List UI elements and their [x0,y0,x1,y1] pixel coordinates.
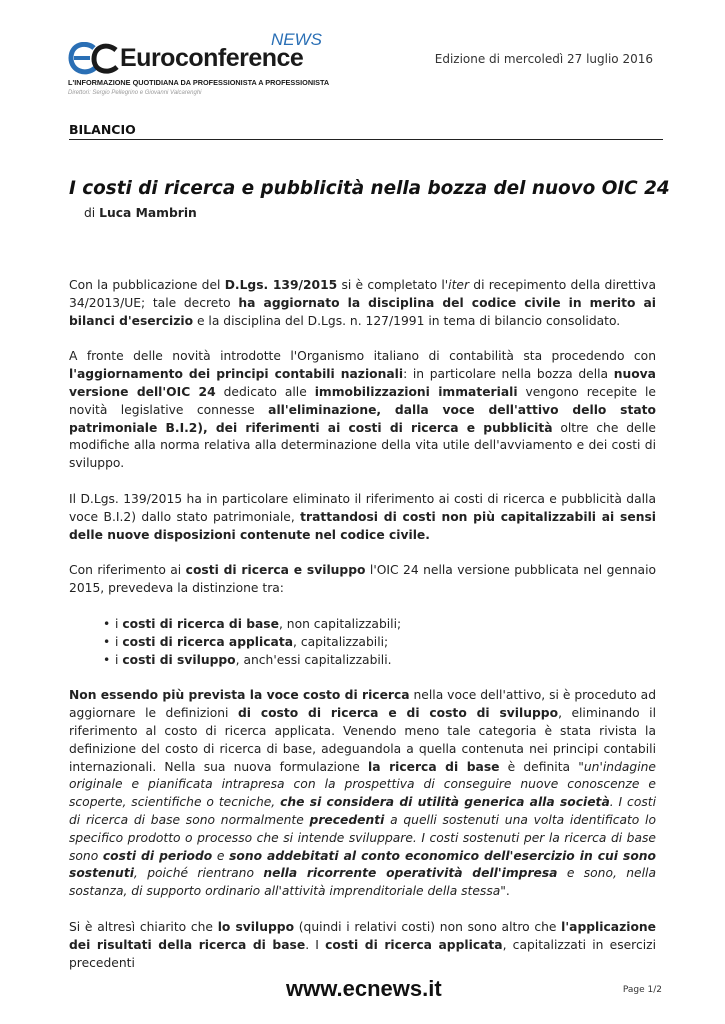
euroconference-logo[interactable] [68,30,338,100]
paragraph-4: Con riferimento ai costi di ricerca e sviluppo l'OIC 24 nella versione pubblicata nel gennaio 2015, prevedeva la distinzione tra: [69,563,657,596]
paragraph-3: Il D.Lgs. 139/2015 ha in particolare eliminato il riferimento ai costi di ricerca e pubblicità dalla voce B.I.2) dallo stato patrimoniale, trattandosi di costi non più capitalizzabili ai sensi delle nuove disposizioni contenute nel codice civile. [69,491,656,542]
article-title: I costi di ricerca e pubblicità nella bozza del nuovo OIC 24 [69,178,670,199]
list-item: • i costi di ricerca applicata, capitalizzabili; [115,634,656,652]
section-divider [69,139,663,140]
article-body [69,277,656,990]
ec-logo-mark-icon [68,42,124,76]
directors-line: Direttori: Sergio Pellegrino e Giovanni Valcarenghi [68,90,202,96]
paragraph-6: Si è altresì chiarito che lo sviluppo (quindi i relativi costi) non sono altro che l'applicazione dei risultati della ricerca di base. I costi di ricerca applicata, capitalizzati in esercizi precedenti [69,919,657,970]
cost-types-list [69,616,656,669]
article-byline [84,206,197,220]
section-label: BILANCIO [69,122,136,137]
brand-tagline: L'INFORMAZIONE QUOTIDIANA DA PROFESSIONISTA A PROFESSIONISTA [68,78,330,87]
byline-prefix: di [84,206,96,220]
page-number: Page 1/2 [622,985,662,995]
author-name: Luca Mambrin [99,206,197,220]
logo-news-label: NEWS [271,30,322,49]
paragraph-1: Con la pubblicazione del D.Lgs. 139/2015 si è completato l'iter di recepimento della direttiva 34/2013/UE; tale decreto ha aggiornato la disciplina del codice civile in merito ai bilanci d'esercizio e la disciplina del D.Lgs. n. 127/1991 in tema di bilancio consolidato. [69,278,656,328]
list-item: • i costi di ricerca di base, non capitalizzabili; [115,616,656,634]
website-link[interactable]: www.ecnews.it [286,976,442,1001]
list-item: • i costi di sviluppo, anch'essi capitalizzabili. [115,652,656,670]
paragraph-5: Non essendo più prevista la voce costo di ricerca nella voce dell'attivo, si è proceduto ad aggiornare le definizioni di costo di ricerca e di costo di sviluppo, eliminando il riferimento al costo di ricerca applicata. Venendo meno tale categoria è stata rivista la definizione del costo di ricerca di base, adeguandola a quella contenuta nei principi contabili internazionali. Nella sua nuova formulazione la ricerca di base è definita "un'indagine originale e pianificata intrapresa con la prospettiva di conseguire nuove conoscenze e scoperte, scientifiche o tecniche, che si considera di utilità generica alla società. I costi di ricerca di base sono normalmente precedenti a quelli sostenuti una volta identificato lo specifico prodotto o processo che si intende sviluppare. I costi sostenuti per la ricerca di base sono costi di periodo e sono addebitati al conto economico dell'esercizio in cui sono sostenuti, poiché rientrano nella ricorrente operatività dell'impresa e sono, nella sostanza, di supporto ordinario all'attività imprenditoriale della stessa". [69,688,657,899]
brand-name: Euroconference [120,44,304,72]
paragraph-2: A fronte delle novità introdotte l'Organismo italiano di contabilità sta procedendo con l'aggiornamento dei principi contabili nazionali: in particolare nella bozza della nuova versione dell'OIC 24 dedicato alle immobilizzazioni immateriali vengono recepite le novità legislative connesse all'eliminazione, dalla voce dell'attivo dello stato patrimoniale B.I.2), dei riferimenti ai costi di ricerca e pubblicità oltre che delle modifiche alla norma relativa alla determinazione della vita utile dell'avviamento e dei costi di sviluppo. [69,349,656,471]
edition-date: Edizione di mercoledì 27 luglio 2016 [434,52,653,66]
